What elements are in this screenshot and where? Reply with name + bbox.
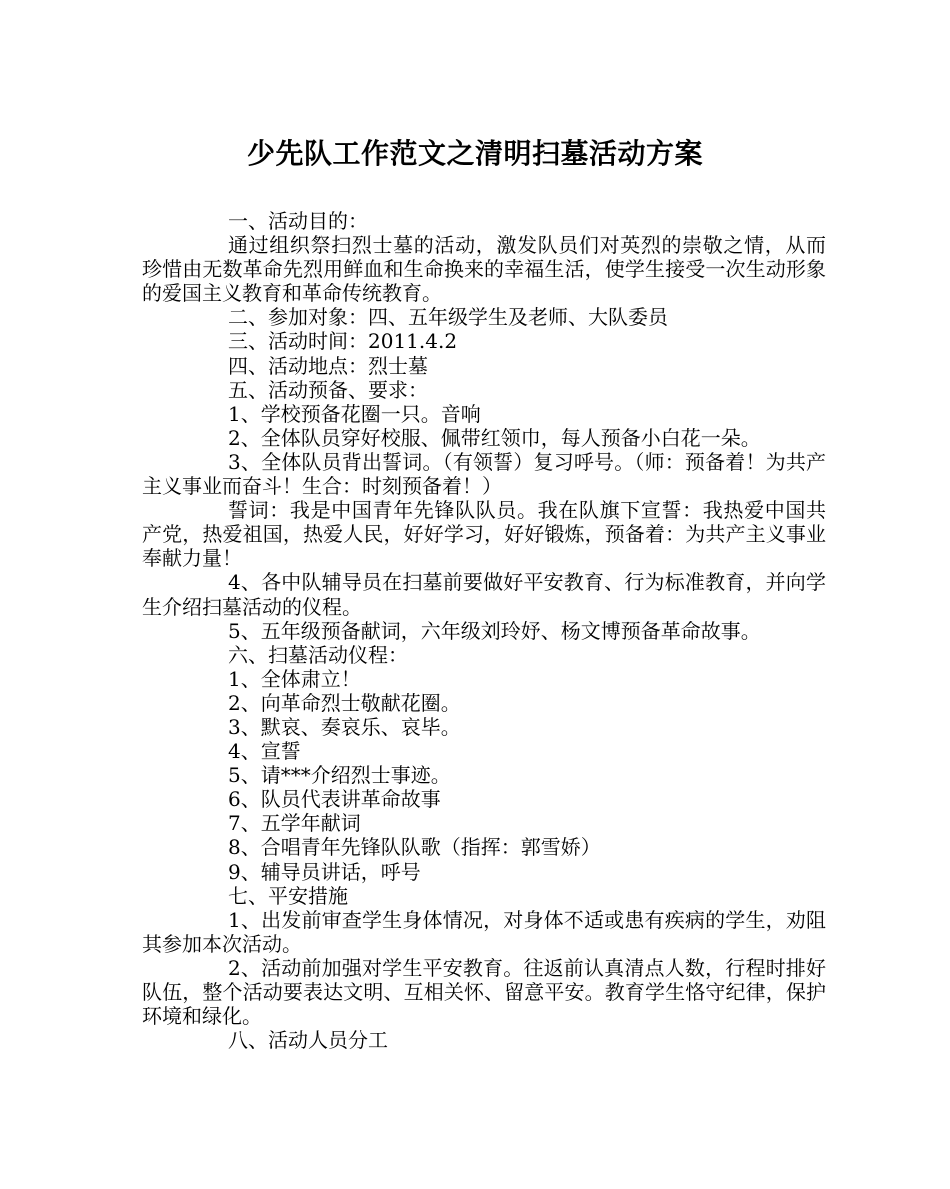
paragraph: 五、活动预备、要求： <box>228 377 428 402</box>
paragraph: 9、辅导员讲话，呼号 <box>228 859 421 884</box>
document-title: 少先队工作范文之清明扫墓活动方案 <box>246 137 703 170</box>
paragraph: 3、全体队员背出誓词。（有领誓）复习呼号。（师：预备着！为共产主义事业而奋斗！生合：时刻预备着！） <box>142 449 826 499</box>
paragraph: 誓词：我是中国青年先锋队队员。我在队旗下宣誓：我热爱中国共产党，热爱祖国，热爱人民，好好学习，好好锻炼，预备着：为共产主义事业奉献力量！ <box>142 498 826 571</box>
paragraph: 四、活动地点：烈士墓 <box>228 353 428 378</box>
paragraph: 八、活动人员分工 <box>228 1028 388 1053</box>
paragraph: 4、各中队辅导员在扫墓前要做好平安教育、行为标准教育，并向学生介绍扫墓活动的仪程。 <box>142 570 826 619</box>
paragraph: 通过组织祭扫烈士墓的活动，激发队员们对英烈的崇敬之情，从而珍惜由无数革命先烈用鲜血和生命换来的幸福生活，使学生接受一次生动形象的爱国主义教育和革命传统教育。 <box>142 233 826 306</box>
paragraph: 2、活动前加强对学生平安教育。往返前认真清点人数，行程时排好队伍，整个活动要表达文明、互相关怀、留意平安。教育学生恪守纪律，保护环境和绿化。 <box>142 955 826 1029</box>
paragraph: 三、活动时间：2011.4.2 <box>228 329 458 354</box>
document-body <box>142 209 826 1052</box>
paragraph: 二、参加对象：四、五年级学生及老师、大队委员 <box>228 305 668 330</box>
paragraph: 8、合唱青年先锋队队歌（指挥：郭雪娇） <box>228 835 601 860</box>
paragraph: 七、平安措施 <box>228 883 348 908</box>
paragraph: 1、学校预备花圈一只。音响 <box>228 401 481 426</box>
paragraph: 1、全体肃立！ <box>228 666 361 691</box>
paragraph: 3、默哀、奏哀乐、哀毕。 <box>228 714 461 739</box>
paragraph: 六、扫墓活动仪程： <box>228 642 408 667</box>
paragraph: 2、向革命烈士敬献花圈。 <box>228 690 461 715</box>
paragraph: 一、活动目的： <box>228 209 368 233</box>
paragraph: 6、队员代表讲革命故事 <box>228 787 441 812</box>
paragraph: 1、出发前审查学生身体情况，对身体不适或患有疾病的学生，劝阻其参加本次活动。 <box>142 907 826 956</box>
paragraph: 5、请***介绍烈士事迹。 <box>228 763 451 788</box>
paragraph: 5、五年级预备献词，六年级刘玲妤、杨文博预备革命故事。 <box>228 618 761 643</box>
paragraph: 7、五学年献词 <box>228 811 361 836</box>
paragraph: 2、全体队员穿好校服、佩带红领巾，每人预备小白花一朵。 <box>228 425 761 450</box>
paragraph: 4、宣誓 <box>228 739 301 764</box>
